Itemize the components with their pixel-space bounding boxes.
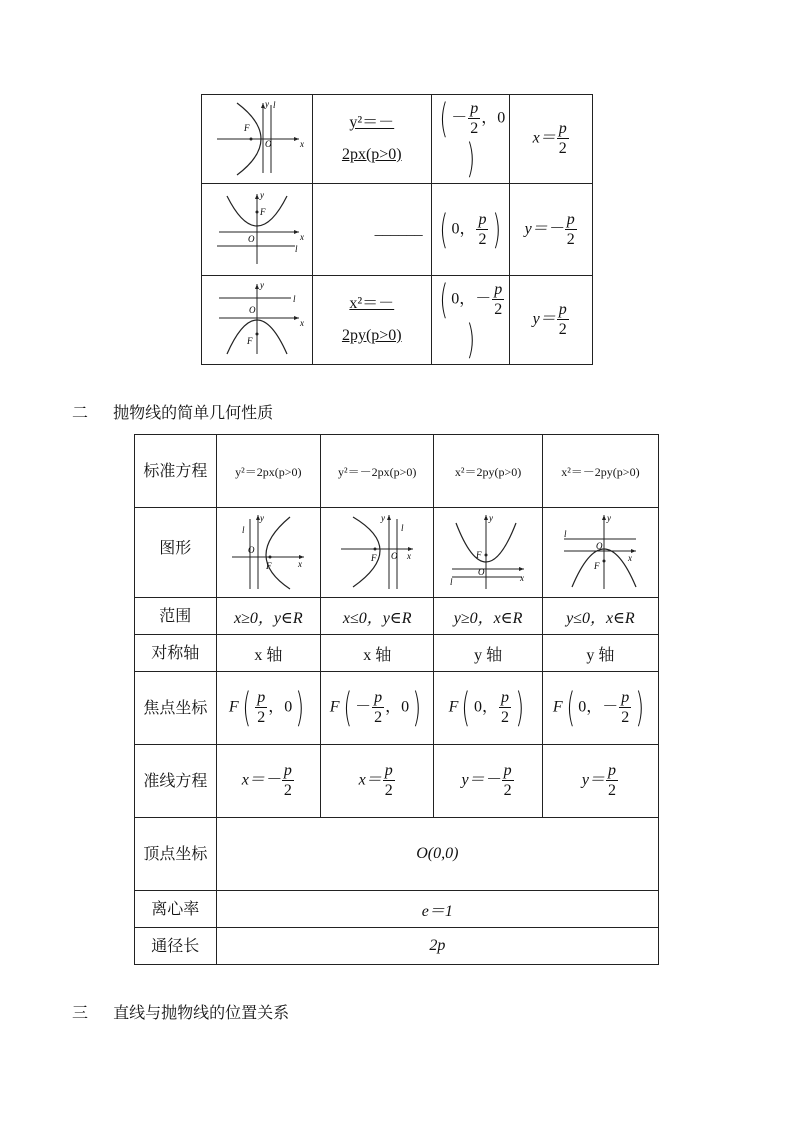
directrix-cell: x＝ $\frac{p}{2}$ xyxy=(510,95,593,184)
directrix-cell: x＝－ $\frac{p}{2}$ xyxy=(216,745,320,818)
svg-text:y: y xyxy=(259,280,264,290)
directrix-cell: y＝ $\frac{p}{2}$ xyxy=(510,276,593,365)
section-heading-2 xyxy=(72,400,273,423)
svg-text:l: l xyxy=(401,522,404,533)
row-label-vertex: 顶点坐标 xyxy=(135,818,217,891)
equation-cell xyxy=(312,95,431,184)
svg-text:x: x xyxy=(520,572,525,583)
row-label-standard-eq: 标准方程 xyxy=(135,435,217,508)
section-number: 三 xyxy=(72,1003,89,1022)
svg-text:y: y xyxy=(381,512,386,523)
directrix-cell: y＝－ $\frac{p}{2}$ xyxy=(510,184,593,276)
standard-forms-table xyxy=(201,94,593,365)
focus-cell: ( 0， $\frac{p}{2}$ ) xyxy=(431,184,510,276)
svg-text:l: l xyxy=(564,528,567,539)
svg-text:O: O xyxy=(247,233,255,244)
range-cell: y≥0，x∈R xyxy=(434,598,542,635)
svg-text:x: x xyxy=(298,558,303,569)
svg-text:x: x xyxy=(299,231,304,242)
eq-cell: y²＝2px(p>0) xyxy=(216,435,320,508)
graph-cell xyxy=(434,508,542,598)
range-cell: x≥0，y∈R xyxy=(216,598,320,635)
svg-text:O: O xyxy=(264,139,272,149)
svg-text:l: l xyxy=(294,243,298,254)
focus-cell: ( － $\frac{p}{2}$ ，0) xyxy=(431,95,510,184)
equation-line1: x²＝－ xyxy=(349,295,395,312)
svg-text:F: F xyxy=(476,549,482,560)
equation-blank: ______ xyxy=(374,220,423,238)
svg-text:y: y xyxy=(489,512,494,523)
svg-text:O: O xyxy=(478,566,485,577)
svg-text:x: x xyxy=(299,139,304,149)
range-cell: y≤0，x∈R xyxy=(542,598,658,635)
focus-cell: F( $\frac{p}{2}$ ，0) xyxy=(216,672,320,745)
graph-cell xyxy=(202,184,313,276)
svg-text:l: l xyxy=(242,524,245,535)
range-cell: x≤0，y∈R xyxy=(321,598,434,635)
focus-cell: F( 0，－ $\frac{p}{2}$ ) xyxy=(542,672,658,745)
equation-line1: y²＝－ xyxy=(349,114,395,131)
equation-line2: 2px(p>0) xyxy=(341,146,402,163)
focus-cell: ( 0，－ $\frac{p}{2}$ ) xyxy=(431,276,510,365)
svg-text:O: O xyxy=(248,305,256,315)
svg-text:x: x xyxy=(299,318,304,328)
eq-cell: x²＝－2py(p>0) xyxy=(542,435,658,508)
svg-text:F: F xyxy=(259,206,266,217)
section-title: 抛物线的简单几何性质 xyxy=(113,403,274,422)
parabola-up-icon xyxy=(448,511,528,591)
svg-text:O: O xyxy=(248,544,255,555)
svg-text:y: y xyxy=(264,99,269,109)
parabola-opening-left-icon xyxy=(207,97,307,177)
directrix-cell: y＝ $\frac{p}{2}$ xyxy=(542,745,658,818)
focus-cell: F( 0， $\frac{p}{2}$ ) xyxy=(434,672,542,745)
section-heading-3 xyxy=(72,1000,289,1023)
parabola-opening-down-icon xyxy=(207,278,307,358)
svg-text:F: F xyxy=(594,560,600,571)
vertex-cell: O(0,0) xyxy=(216,818,658,891)
focus-cell: F( － $\frac{p}{2}$ ，0) xyxy=(321,672,434,745)
svg-text:x: x xyxy=(407,550,412,561)
axis-cell: x 轴 xyxy=(216,635,320,672)
axis-cell: y 轴 xyxy=(542,635,658,672)
section-title: 直线与抛物线的位置关系 xyxy=(113,1003,290,1022)
equation-cell xyxy=(312,184,431,276)
eq-cell: x²＝2py(p>0) xyxy=(434,435,542,508)
axis-cell: x 轴 xyxy=(321,635,434,672)
svg-text:l: l xyxy=(450,576,453,587)
directrix-cell: y＝－ $\frac{p}{2}$ xyxy=(434,745,542,818)
graph-cell xyxy=(542,508,658,598)
equation-cell xyxy=(312,276,431,365)
svg-text:x: x xyxy=(628,552,633,563)
svg-text:y: y xyxy=(260,512,265,523)
parabola-opening-up-icon xyxy=(207,188,307,268)
svg-text:y: y xyxy=(607,512,612,523)
svg-text:O: O xyxy=(596,540,603,551)
row-label-axis: 对称轴 xyxy=(135,635,217,672)
graph-cell xyxy=(216,508,320,598)
parabola-down-icon xyxy=(560,511,640,591)
svg-text:O: O xyxy=(391,550,398,561)
parabola-right-icon xyxy=(228,511,308,591)
directrix-cell: x＝ $\frac{p}{2}$ xyxy=(321,745,434,818)
row-label-graph: 图形 xyxy=(135,508,217,598)
eccentricity-cell: e＝1 xyxy=(216,891,658,928)
svg-text:y: y xyxy=(259,189,264,200)
eq-cell: y²＝－2px(p>0) xyxy=(321,435,434,508)
svg-text:F: F xyxy=(243,123,250,133)
graph-cell xyxy=(202,276,313,365)
svg-text:F: F xyxy=(266,560,272,571)
latus-cell: 2p xyxy=(216,928,658,965)
row-label-range: 范围 xyxy=(135,598,217,635)
row-label-focus: 焦点坐标 xyxy=(135,672,217,745)
graph-cell xyxy=(202,95,313,184)
svg-text:F: F xyxy=(371,552,377,563)
svg-text:l: l xyxy=(292,294,296,304)
equation-line2: 2py(p>0) xyxy=(341,327,402,344)
graph-cell xyxy=(321,508,434,598)
parabola-left-icon xyxy=(337,511,417,591)
svg-text:F: F xyxy=(246,336,253,346)
axis-cell: y 轴 xyxy=(434,635,542,672)
properties-table xyxy=(134,434,659,965)
section-number: 二 xyxy=(72,403,89,422)
svg-text:l: l xyxy=(272,100,276,110)
row-label-directrix: 准线方程 xyxy=(135,745,217,818)
row-label-eccentricity: 离心率 xyxy=(135,891,217,928)
row-label-latus: 通径长 xyxy=(135,928,217,965)
